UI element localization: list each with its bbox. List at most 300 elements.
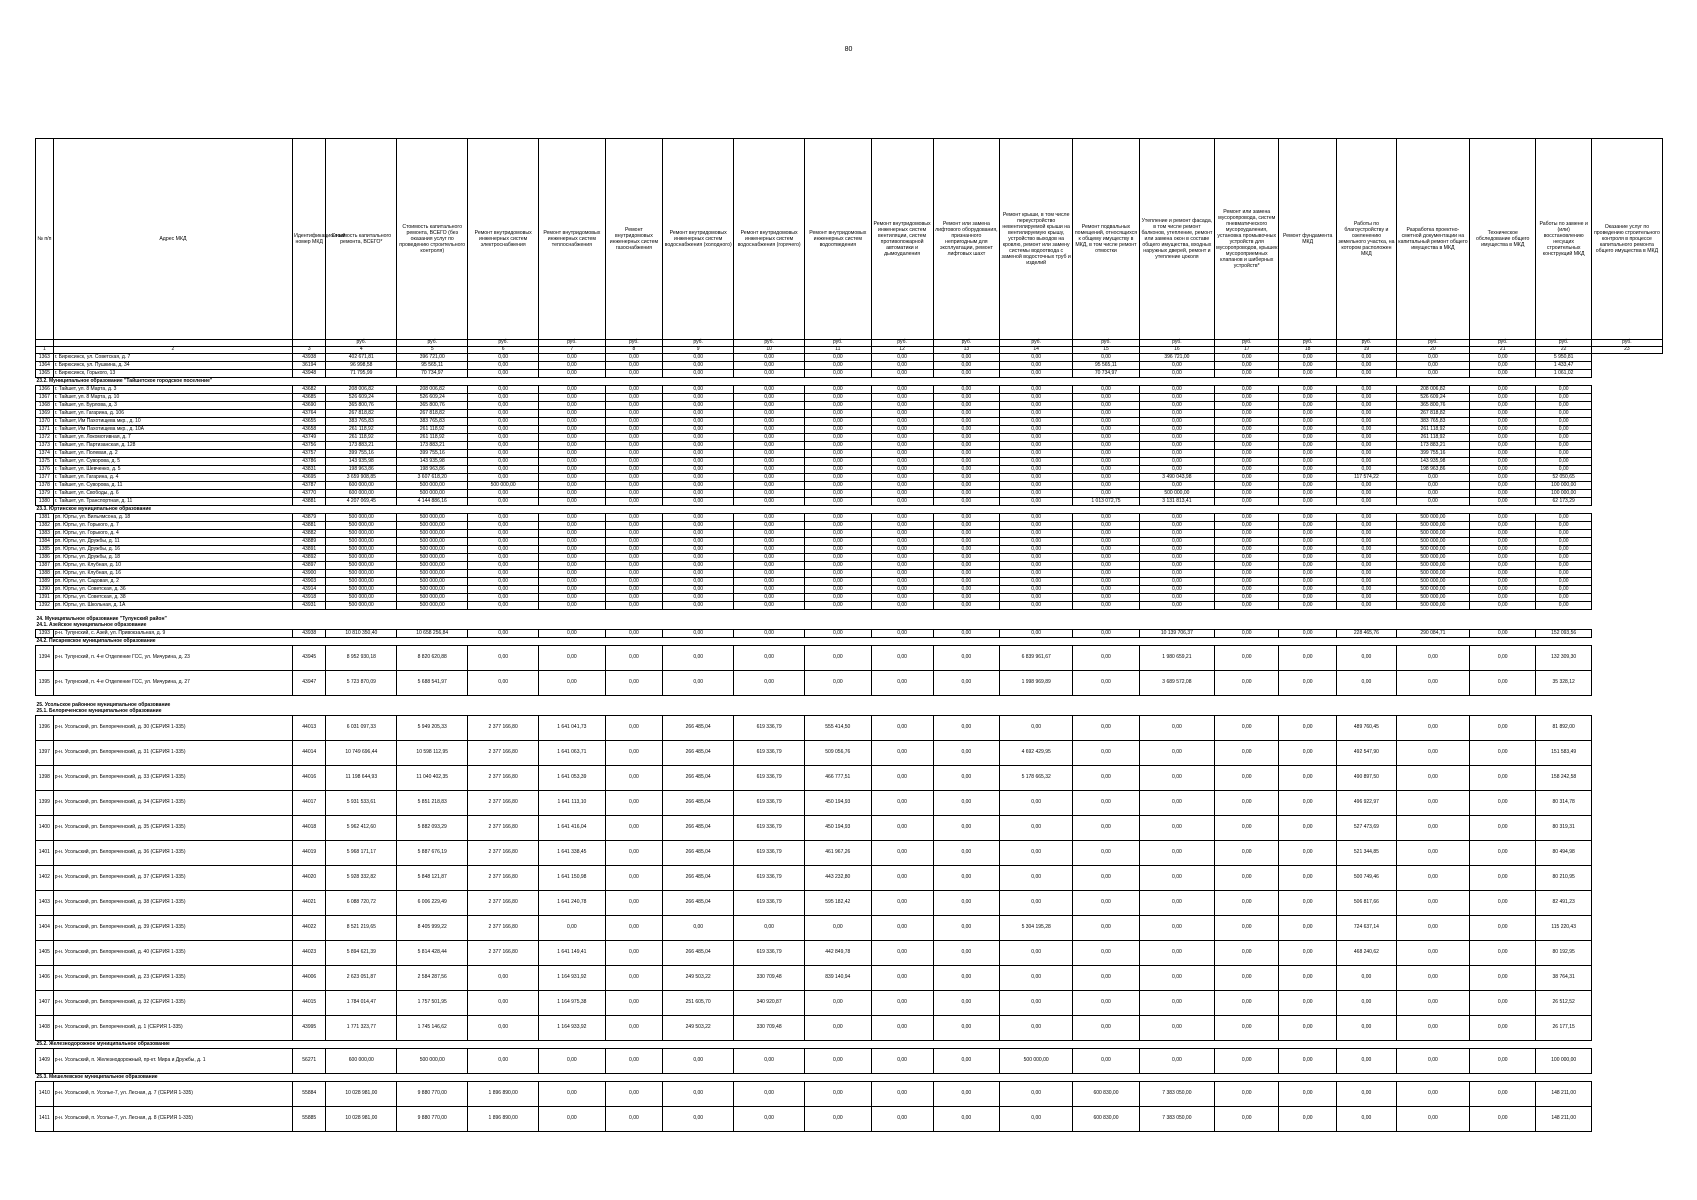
cost-cell: 0,00 bbox=[871, 498, 933, 506]
building-id-cell: 43655 bbox=[293, 418, 326, 426]
cost-cell: 0,00 bbox=[933, 1107, 999, 1132]
cost-cell: 0,00 bbox=[1139, 386, 1214, 394]
cost-cell: 500 000,00 bbox=[326, 522, 397, 530]
cost-cell: 0,00 bbox=[805, 546, 871, 554]
cost-cell: 0,00 bbox=[1000, 450, 1073, 458]
column-header: Ремонт внутридомовых инженерных систем вентиляции, систем противопожарной автоматики и дымоудаления bbox=[871, 139, 933, 340]
cost-cell: 249 503,22 bbox=[663, 1016, 734, 1041]
cost-cell: 0,00 bbox=[1215, 578, 1279, 586]
cost-cell: 0,00 bbox=[1000, 991, 1073, 1016]
cost-cell: 0,00 bbox=[1215, 1107, 1279, 1132]
cost-cell: 0,00 bbox=[539, 562, 605, 570]
cost-cell: 0,00 bbox=[871, 578, 933, 586]
cost-cell: 0,00 bbox=[1215, 450, 1279, 458]
cost-cell: 0,00 bbox=[663, 354, 734, 362]
cost-cell: 0,00 bbox=[1215, 386, 1279, 394]
cost-cell: 117 574,22 bbox=[1336, 474, 1396, 482]
cost-cell: 0,00 bbox=[1469, 370, 1535, 378]
cost-cell: 0,00 bbox=[1469, 386, 1535, 394]
cost-cell: 600 000,00 bbox=[326, 482, 397, 490]
cost-cell: 0,00 bbox=[468, 562, 539, 570]
table-row bbox=[36, 490, 1663, 498]
building-id-cell: 43891 bbox=[293, 546, 326, 554]
cost-cell: 3 131 813,41 bbox=[1139, 498, 1214, 506]
cost-cell: 0,00 bbox=[605, 546, 663, 554]
building-id-cell: 43889 bbox=[293, 538, 326, 546]
column-header: Адрес МКД bbox=[53, 139, 292, 340]
cost-cell: 0,00 bbox=[539, 578, 605, 586]
cost-cell: 0,00 bbox=[734, 410, 805, 418]
table-row bbox=[36, 458, 1663, 466]
cost-cell: 0,00 bbox=[468, 671, 539, 696]
cost-cell: 0,00 bbox=[1000, 816, 1073, 841]
cost-cell: 461 967,26 bbox=[805, 841, 871, 866]
cost-cell: 724 637,14 bbox=[1336, 916, 1396, 941]
table-row bbox=[36, 816, 1663, 841]
cost-cell: 0,00 bbox=[933, 498, 999, 506]
cost-cell: 0,00 bbox=[1073, 386, 1139, 394]
address-cell: р-н. Усольский, рп. Белореченский, д. 39 (СЕРИЯ 1-335) bbox=[53, 916, 292, 941]
cost-cell: 0,00 bbox=[1073, 816, 1139, 841]
cost-cell: 1 641 338,45 bbox=[539, 841, 605, 866]
cost-cell: 365 800,76 bbox=[397, 402, 468, 410]
building-id-cell: 43786 bbox=[293, 458, 326, 466]
cost-cell: 10 028 981,00 bbox=[326, 1107, 397, 1132]
cost-cell: 0,00 bbox=[1279, 966, 1337, 991]
section-row bbox=[36, 1041, 1663, 1049]
row-number: 1389 bbox=[36, 578, 54, 586]
column-number-cell: 13 bbox=[933, 347, 999, 354]
cost-cell: 0,00 bbox=[734, 554, 805, 562]
cost-cell: 62 173,29 bbox=[1536, 498, 1591, 506]
cost-cell: 2 623 051,87 bbox=[326, 966, 397, 991]
cost-cell: 1 998 969,89 bbox=[1000, 671, 1073, 696]
cost-cell: 0,00 bbox=[1139, 562, 1214, 570]
cost-cell: 0,00 bbox=[1215, 394, 1279, 402]
cost-cell: 0,00 bbox=[663, 410, 734, 418]
cost-cell: 0,00 bbox=[1215, 594, 1279, 602]
cost-cell: 0,00 bbox=[1139, 530, 1214, 538]
cost-cell: 0,00 bbox=[1215, 570, 1279, 578]
cost-cell: 0,00 bbox=[933, 426, 999, 434]
unit-cell: руб. bbox=[1000, 340, 1073, 347]
cost-cell: 0,00 bbox=[871, 418, 933, 426]
table-row bbox=[36, 386, 1663, 394]
row-number: 1392 bbox=[36, 602, 54, 610]
cost-cell: 0,00 bbox=[1536, 418, 1591, 426]
cost-cell: 0,00 bbox=[1000, 490, 1073, 498]
cost-cell: 0,00 bbox=[1000, 866, 1073, 891]
cost-cell: 0,00 bbox=[1215, 354, 1279, 362]
cost-cell: 0,00 bbox=[539, 362, 605, 370]
unit-cell: руб. bbox=[1279, 340, 1337, 347]
cost-cell: 509 056,76 bbox=[805, 741, 871, 766]
cost-cell: 500 000,00 bbox=[1000, 1049, 1073, 1074]
cost-cell: 0,00 bbox=[1073, 514, 1139, 522]
column-number-cell: 23 bbox=[1591, 347, 1662, 354]
cost-cell: 1 784 014,47 bbox=[326, 991, 397, 1016]
cost-cell: 0,00 bbox=[933, 458, 999, 466]
cost-cell: 0,00 bbox=[1469, 916, 1535, 941]
row-number: 1379 bbox=[36, 490, 54, 498]
address-cell: рп. Юрты, ул. Клубная, д. 10 bbox=[53, 562, 292, 570]
row-number: 1381 bbox=[36, 514, 54, 522]
cost-cell: 52 050,65 bbox=[1536, 474, 1591, 482]
cost-cell: 0,00 bbox=[1073, 458, 1139, 466]
section-row bbox=[36, 378, 1663, 386]
cost-cell: 0,00 bbox=[468, 602, 539, 610]
cost-cell: 0,00 bbox=[1396, 1107, 1469, 1132]
cost-cell: 0,00 bbox=[1073, 766, 1139, 791]
cost-cell: 0,00 bbox=[1396, 646, 1469, 671]
cost-cell: 0,00 bbox=[539, 482, 605, 490]
cost-cell: 0,00 bbox=[734, 498, 805, 506]
cost-cell: 10 598 112,95 bbox=[397, 741, 468, 766]
cost-cell: 0,00 bbox=[1536, 450, 1591, 458]
cost-cell: 0,00 bbox=[468, 474, 539, 482]
cost-cell: 0,00 bbox=[605, 891, 663, 916]
cost-cell: 0,00 bbox=[1279, 554, 1337, 562]
cost-cell: 5 968 171,17 bbox=[326, 841, 397, 866]
cost-cell: 5 851 218,83 bbox=[397, 791, 468, 816]
cost-cell: 228 465,76 bbox=[1336, 630, 1396, 638]
cost-cell: 0,00 bbox=[871, 1016, 933, 1041]
cost-cell: 2 584 287,56 bbox=[397, 966, 468, 991]
cost-cell: 1 641 150,98 bbox=[539, 866, 605, 891]
section-title: 23.3. Юртинское муниципальное образование bbox=[36, 505, 152, 512]
cost-cell: 0,00 bbox=[1000, 1107, 1073, 1132]
cost-cell: 0,00 bbox=[1536, 442, 1591, 450]
cost-cell: 0,00 bbox=[663, 916, 734, 941]
row-number: 1402 bbox=[36, 866, 54, 891]
cost-cell: 0,00 bbox=[1536, 410, 1591, 418]
cost-cell: 0,00 bbox=[1000, 594, 1073, 602]
building-id-cell: 44023 bbox=[293, 941, 326, 966]
table-row bbox=[36, 554, 1663, 562]
cost-cell: 0,00 bbox=[1279, 434, 1337, 442]
cost-cell: 0,00 bbox=[1073, 941, 1139, 966]
cost-cell: 496 922,97 bbox=[1336, 791, 1396, 816]
table-row bbox=[36, 578, 1663, 586]
cost-cell: 1 641 149,41 bbox=[539, 941, 605, 966]
cost-cell: 0,00 bbox=[1073, 586, 1139, 594]
row-number: 1383 bbox=[36, 530, 54, 538]
address-cell: г. Тайшет, ул. Свободы, д. 6 bbox=[53, 490, 292, 498]
cost-cell: 0,00 bbox=[1215, 941, 1279, 966]
row-number: 1378 bbox=[36, 482, 54, 490]
cost-cell: 500 000,00 bbox=[1396, 578, 1469, 586]
cost-cell: 1 641 113,10 bbox=[539, 791, 605, 816]
cost-cell: 2 377 166,80 bbox=[468, 716, 539, 741]
cost-cell: 80 210,95 bbox=[1536, 866, 1591, 891]
cost-cell: 0,00 bbox=[468, 370, 539, 378]
building-id-cell: 44017 bbox=[293, 791, 326, 816]
cost-cell: 0,00 bbox=[605, 530, 663, 538]
cost-cell: 383 765,83 bbox=[1396, 418, 1469, 426]
cost-cell: 0,00 bbox=[1215, 546, 1279, 554]
cost-cell: 0,00 bbox=[1469, 530, 1535, 538]
cost-cell: 0,00 bbox=[1396, 791, 1469, 816]
cost-cell: 0,00 bbox=[1336, 1082, 1396, 1107]
cost-cell: 0,00 bbox=[1396, 916, 1469, 941]
cost-cell: 0,00 bbox=[1279, 866, 1337, 891]
building-id-cell: 36194 bbox=[293, 362, 326, 370]
cost-cell: 0,00 bbox=[539, 602, 605, 610]
cost-cell: 4 144 886,16 bbox=[397, 498, 468, 506]
row-number: 1374 bbox=[36, 450, 54, 458]
cost-cell: 0,00 bbox=[1536, 546, 1591, 554]
table-row bbox=[36, 442, 1663, 450]
cost-cell: 7 383 050,00 bbox=[1139, 1082, 1214, 1107]
cost-cell: 0,00 bbox=[605, 841, 663, 866]
cost-cell: 500 749,46 bbox=[1336, 866, 1396, 891]
row-number: 1394 bbox=[36, 646, 54, 671]
cost-cell: 500 000,00 bbox=[1396, 538, 1469, 546]
cost-cell: 0,00 bbox=[871, 410, 933, 418]
unit-cell: руб. bbox=[1536, 340, 1591, 347]
cost-cell: 208 006,82 bbox=[1396, 386, 1469, 394]
address-cell: рп. Юрты, ул. Дружбы, д. 18 bbox=[53, 554, 292, 562]
cost-cell: 0,00 bbox=[933, 866, 999, 891]
cost-cell: 0,00 bbox=[933, 766, 999, 791]
column-number-cell: 12 bbox=[871, 347, 933, 354]
column-header: Стоимость капитального ремонта, ВСЕГО* bbox=[326, 139, 397, 340]
row-number: 1372 bbox=[36, 434, 54, 442]
address-cell: г. Бирюсинск, ул. Советская, д. 7 bbox=[53, 354, 292, 362]
cost-cell: 0,00 bbox=[1396, 991, 1469, 1016]
address-cell: р-н. Усольский, п. Железнодорожный, пр-кт. Мира и Дружбы, д. 1 bbox=[53, 1049, 292, 1074]
cost-cell: 506 817,66 bbox=[1336, 891, 1396, 916]
table-row bbox=[36, 866, 1663, 891]
cost-cell: 500 000,00 bbox=[1396, 530, 1469, 538]
cost-cell: 0,00 bbox=[468, 594, 539, 602]
row-number: 1376 bbox=[36, 466, 54, 474]
cost-cell: 0,00 bbox=[1469, 816, 1535, 841]
cost-cell: 0,00 bbox=[605, 386, 663, 394]
row-number: 1386 bbox=[36, 554, 54, 562]
cost-cell: 839 140,94 bbox=[805, 966, 871, 991]
table-row bbox=[36, 482, 1663, 490]
cost-cell: 0,00 bbox=[1139, 866, 1214, 891]
cost-cell: 0,00 bbox=[605, 418, 663, 426]
cost-cell: 0,00 bbox=[933, 630, 999, 638]
section-row bbox=[36, 622, 1663, 630]
cost-cell: 0,00 bbox=[1336, 482, 1396, 490]
cost-cell: 0,00 bbox=[1215, 538, 1279, 546]
cost-cell: 0,00 bbox=[933, 586, 999, 594]
column-number-cell: 14 bbox=[1000, 347, 1073, 354]
cost-cell: 0,00 bbox=[871, 386, 933, 394]
cost-cell: 0,00 bbox=[805, 1107, 871, 1132]
cost-cell: 0,00 bbox=[1396, 841, 1469, 866]
cost-cell: 0,00 bbox=[933, 562, 999, 570]
cost-cell: 11 040 402,35 bbox=[397, 766, 468, 791]
cost-cell: 1 641 416,04 bbox=[539, 816, 605, 841]
column-header: Работы по замене и (или) восстановлению несущих строительных конструкций МКД bbox=[1536, 139, 1591, 340]
building-id-cell: 44022 bbox=[293, 916, 326, 941]
cost-cell: 0,00 bbox=[933, 482, 999, 490]
cost-cell: 0,00 bbox=[1000, 474, 1073, 482]
cost-cell: 0,00 bbox=[734, 458, 805, 466]
cost-cell: 266 485,04 bbox=[663, 741, 734, 766]
cost-cell: 0,00 bbox=[468, 578, 539, 586]
cost-cell: 0,00 bbox=[1469, 538, 1535, 546]
cost-cell: 0,00 bbox=[1139, 442, 1214, 450]
cost-cell: 500 000,00 bbox=[397, 538, 468, 546]
cost-cell: 0,00 bbox=[871, 791, 933, 816]
cost-cell: 500 000,00 bbox=[1396, 562, 1469, 570]
cost-cell: 0,00 bbox=[871, 586, 933, 594]
cost-cell: 0,00 bbox=[1000, 716, 1073, 741]
cost-cell: 290 084,71 bbox=[1396, 630, 1469, 638]
cost-cell: 0,00 bbox=[1279, 841, 1337, 866]
cost-cell: 0,00 bbox=[1000, 498, 1073, 506]
cost-cell: 266 485,04 bbox=[663, 866, 734, 891]
unit-cell: руб. bbox=[397, 340, 468, 347]
cost-cell: 0,00 bbox=[1536, 522, 1591, 530]
cost-cell: 466 777,51 bbox=[805, 766, 871, 791]
table-row bbox=[36, 426, 1663, 434]
cost-cell: 5 887 676,19 bbox=[397, 841, 468, 866]
cost-cell: 0,00 bbox=[1336, 434, 1396, 442]
cost-cell: 0,00 bbox=[1336, 498, 1396, 506]
cost-cell: 0,00 bbox=[805, 630, 871, 638]
cost-cell: 0,00 bbox=[933, 841, 999, 866]
cost-cell: 500 000,00 bbox=[397, 594, 468, 602]
cost-cell: 0,00 bbox=[539, 554, 605, 562]
cost-cell: 0,00 bbox=[605, 490, 663, 498]
address-cell: р-н. Усольский, рп. Белореченский, д. 35 (СЕРИЯ 1-335) bbox=[53, 816, 292, 841]
cost-cell: 0,00 bbox=[933, 362, 999, 370]
cost-cell: 0,00 bbox=[1469, 766, 1535, 791]
cost-cell: 0,00 bbox=[1215, 1082, 1279, 1107]
cost-cell: 0,00 bbox=[663, 671, 734, 696]
column-header: Ремонт внутридомовых инженерных систем водоснабжения (холодного) bbox=[663, 139, 734, 340]
table-row bbox=[36, 538, 1663, 546]
cost-cell: 0,00 bbox=[734, 482, 805, 490]
cost-cell: 0,00 bbox=[1000, 538, 1073, 546]
cost-cell: 0,00 bbox=[1073, 522, 1139, 530]
cost-cell: 0,00 bbox=[1469, 941, 1535, 966]
cost-cell: 0,00 bbox=[1396, 866, 1469, 891]
cost-cell: 0,00 bbox=[1000, 630, 1073, 638]
cost-cell: 0,00 bbox=[605, 594, 663, 602]
cost-cell: 1 164 931,92 bbox=[539, 966, 605, 991]
cost-cell: 0,00 bbox=[539, 450, 605, 458]
cost-cell: 0,00 bbox=[734, 490, 805, 498]
cost-cell: 0,00 bbox=[1536, 594, 1591, 602]
cost-cell: 0,00 bbox=[1469, 1107, 1535, 1132]
row-number: 1407 bbox=[36, 991, 54, 1016]
cost-cell: 500 000,00 bbox=[397, 554, 468, 562]
address-cell: г. Тайшет, ул. Транспортная, д. 11 bbox=[53, 498, 292, 506]
cost-cell: 0,00 bbox=[1279, 442, 1337, 450]
cost-cell: 600 000,00 bbox=[326, 490, 397, 498]
cost-cell: 0,00 bbox=[1000, 394, 1073, 402]
cost-cell: 0,00 bbox=[1000, 546, 1073, 554]
building-id-cell: 43931 bbox=[293, 602, 326, 610]
cost-cell: 0,00 bbox=[1139, 458, 1214, 466]
cost-cell: 0,00 bbox=[1336, 538, 1396, 546]
cost-cell: 7 383 050,00 bbox=[1139, 1107, 1214, 1132]
column-number-cell: 22 bbox=[1536, 347, 1591, 354]
cost-cell: 0,00 bbox=[1215, 586, 1279, 594]
cost-cell: 0,00 bbox=[539, 418, 605, 426]
cost-cell: 0,00 bbox=[663, 562, 734, 570]
cost-cell: 96 998,58 bbox=[326, 362, 397, 370]
cost-cell: 0,00 bbox=[605, 498, 663, 506]
cost-cell: 0,00 bbox=[734, 442, 805, 450]
cost-cell: 261 118,92 bbox=[397, 434, 468, 442]
row-number: 1406 bbox=[36, 966, 54, 991]
address-cell: г. Тайшет, ул. Бурлова, д. 3 bbox=[53, 402, 292, 410]
cost-cell: 500 000,00 bbox=[326, 570, 397, 578]
building-id-cell: 43918 bbox=[293, 594, 326, 602]
unit-cell: руб. bbox=[871, 340, 933, 347]
cost-cell: 1 896 890,00 bbox=[468, 1107, 539, 1132]
cost-cell: 0,00 bbox=[871, 442, 933, 450]
column-header: Оказание услуг по проведению строительного контроля в процессе капитального ремонта общего имущества в МКД bbox=[1591, 139, 1662, 340]
cost-cell: 0,00 bbox=[871, 991, 933, 1016]
cost-cell: 0,00 bbox=[1215, 791, 1279, 816]
cost-cell: 500 000,00 bbox=[1396, 514, 1469, 522]
cost-cell: 0,00 bbox=[605, 741, 663, 766]
cost-cell: 0,00 bbox=[1139, 546, 1214, 554]
cost-cell: 0,00 bbox=[805, 402, 871, 410]
section-title: 23.2. Муниципальное образование "Тайшетское городское поселение" bbox=[36, 377, 213, 384]
cost-cell: 2 377 166,80 bbox=[468, 916, 539, 941]
cost-cell: 0,00 bbox=[1215, 482, 1279, 490]
section-row bbox=[36, 708, 1663, 716]
cost-cell: 0,00 bbox=[871, 554, 933, 562]
cost-cell: 0,00 bbox=[1215, 370, 1279, 378]
cost-cell: 266 485,04 bbox=[663, 941, 734, 966]
cost-cell: 0,00 bbox=[1073, 1049, 1139, 1074]
cost-cell: 0,00 bbox=[1073, 991, 1139, 1016]
cost-cell: 0,00 bbox=[1000, 522, 1073, 530]
cost-cell: 0,00 bbox=[605, 991, 663, 1016]
building-id-cell: 44016 bbox=[293, 766, 326, 791]
major-section-row bbox=[36, 610, 1663, 623]
cost-cell: 81 892,00 bbox=[1536, 716, 1591, 741]
cost-cell: 8 820 620,88 bbox=[397, 646, 468, 671]
cost-cell: 8 405 999,22 bbox=[397, 916, 468, 941]
building-id-cell: 44015 bbox=[293, 991, 326, 1016]
section-title: 24.2. Писаревское муниципальное образование bbox=[36, 637, 156, 644]
cost-cell: 0,00 bbox=[1279, 402, 1337, 410]
cost-cell: 0,00 bbox=[605, 916, 663, 941]
building-id-cell: 43749 bbox=[293, 434, 326, 442]
building-id-cell: 43914 bbox=[293, 586, 326, 594]
cost-cell: 0,00 bbox=[605, 1107, 663, 1132]
cost-cell: 70 734,97 bbox=[1073, 370, 1139, 378]
cost-cell: 0,00 bbox=[1536, 538, 1591, 546]
cost-cell: 0,00 bbox=[605, 426, 663, 434]
cost-cell: 0,00 bbox=[605, 434, 663, 442]
cost-cell: 0,00 bbox=[871, 891, 933, 916]
unit-cell: руб. bbox=[1469, 340, 1535, 347]
table-row bbox=[36, 498, 1663, 506]
cost-cell: 0,00 bbox=[605, 1049, 663, 1074]
cost-cell: 4 692 429,95 bbox=[1000, 741, 1073, 766]
cost-cell: 399 755,16 bbox=[1396, 450, 1469, 458]
cost-cell: 500 000,00 bbox=[397, 1049, 468, 1074]
row-number: 1411 bbox=[36, 1107, 54, 1132]
cost-cell: 0,00 bbox=[1336, 546, 1396, 554]
cost-cell: 0,00 bbox=[1073, 490, 1139, 498]
cost-cell: 0,00 bbox=[1279, 410, 1337, 418]
cost-cell: 0,00 bbox=[663, 386, 734, 394]
